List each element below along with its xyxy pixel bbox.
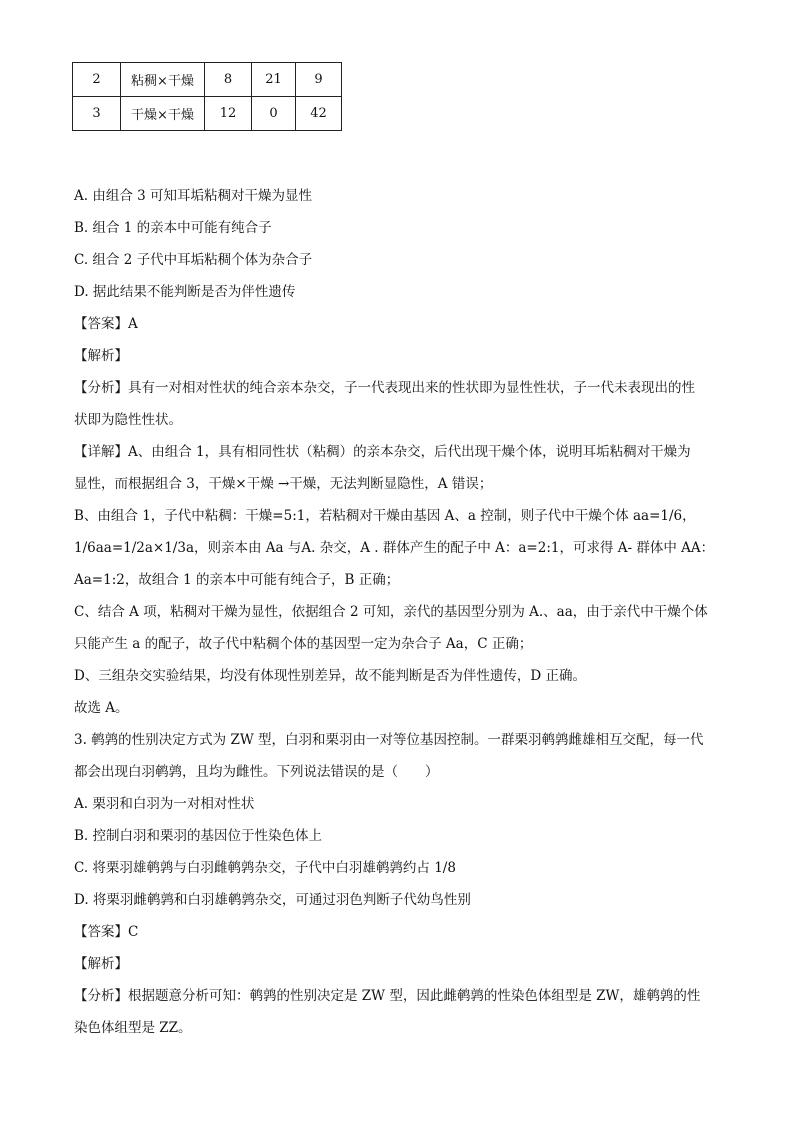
q2-answer: 【答案】A	[74, 316, 138, 332]
cross-results-table	[72, 62, 342, 131]
table-cell: 42	[296, 97, 342, 131]
q2-option-d: D. 据此结果不能判断是否为伴性遗传	[74, 284, 296, 300]
q2-option-c: C. 组合 2 子代中耳垢粘稠个体为杂合子	[74, 252, 313, 268]
q2-detail-line: 只能产生 a 的配子，故子代中粘稠个体的基因型一定为杂合子 Aa，C 正确；	[74, 636, 533, 652]
q2-analysis-line: 【分析】具有一对相对性状的纯合亲本杂交，子一代表现出来的性状即为显性性状，子一代未表现出的性	[74, 380, 695, 396]
table-cell: 9	[296, 63, 342, 97]
q3-analysis-line: 【分析】根据题意分析可知：鹌鹑的性别决定是 ZW 型，因此雌鹌鹑的性染色体组型是 ZW，雄鹌鹑的性	[74, 988, 701, 1004]
q3-option-a: A. 栗羽和白羽为一对相对性状	[74, 796, 255, 812]
table-row	[73, 63, 342, 97]
q3-jiexi-heading: 【解析】	[74, 956, 128, 972]
q2-detail-line: 【详解】A、由组合 1，具有相同性状（粘稠）的亲本杂交，后代出现干燥个体，说明耳垢粘稠对干燥为	[74, 444, 691, 460]
q3-option-d: D. 将栗羽雌鹌鹑和白羽雄鹌鹑杂交，可通过羽色判断子代幼鸟性别	[74, 892, 471, 908]
q2-detail-line: D、三组杂交实验结果，均没有体现性别差异，故不能判断是否为伴性遗传，D 正确。	[74, 668, 586, 684]
document-content	[74, 180, 724, 1044]
table-cell: 粘稠×干燥	[121, 63, 205, 97]
table-cell: 21	[252, 63, 296, 97]
q2-detail-line: 1/6aa=1/2a×1/3a，则亲本由 Aa 与A. 杂交，A . 群体产生的配子中 A：a=2:1，可求得 A- 群体中 AA：	[74, 540, 715, 556]
table-cell: 2	[73, 63, 121, 97]
q3-answer: 【答案】C	[74, 924, 139, 940]
q3-analysis-line: 染色体组型是 ZZ。	[74, 1020, 192, 1036]
q2-detail-line: B、由组合 1，子代中粘稠：干燥=5:1，若粘稠对干燥由基因 A、a 控制，则子代中干燥个体 aa=1/6，	[74, 508, 696, 524]
table-cell: 3	[73, 97, 121, 131]
table-cell: 8	[205, 63, 252, 97]
q2-detail-line: 显性，而根据组合 3，干燥×干燥 →干燥，无法判断显隐性，A 错误；	[74, 476, 493, 492]
q2-jiexi-heading: 【解析】	[74, 348, 128, 364]
table-cell: 0	[252, 97, 296, 131]
q3-stem-line: 都会出现白羽鹌鹑，且均为雌性。下列说法错误的是（ ）	[74, 764, 439, 780]
table-cell: 12	[205, 97, 252, 131]
q2-detail-line: Aa=1:2，故组合 1 的亲本中可能有纯合子，B 正确；	[74, 572, 400, 588]
q2-option-b: B. 组合 1 的亲本中可能有纯合子	[74, 220, 272, 236]
q3-option-b: B. 控制白羽和栗羽的基因位于性染色体上	[74, 828, 323, 844]
q2-option-a: A. 由组合 3 可知耳垢粘稠对干燥为显性	[74, 188, 313, 204]
q2-conclusion: 故选 A。	[74, 700, 129, 716]
q3-option-c: C. 将栗羽雄鹌鹑与白羽雌鹌鹑杂交，子代中白羽雄鹌鹑约占 1/8	[74, 860, 456, 876]
q2-analysis-line: 状即为隐性性状。	[74, 412, 182, 428]
table-row	[73, 97, 342, 131]
q3-stem-line: 3. 鹌鹑的性别决定方式为 ZW 型，白羽和栗羽由一对等位基因控制。一群栗羽鹌鹑雌雄相互交配，每一代	[74, 732, 704, 748]
table-cell: 干燥×干燥	[121, 97, 205, 131]
q2-detail-line: C、结合 A 项，粘稠对干燥为显性，依据组合 2 可知，亲代的基因型分别为 A.、aa，由于亲代中干燥个体	[74, 604, 708, 620]
